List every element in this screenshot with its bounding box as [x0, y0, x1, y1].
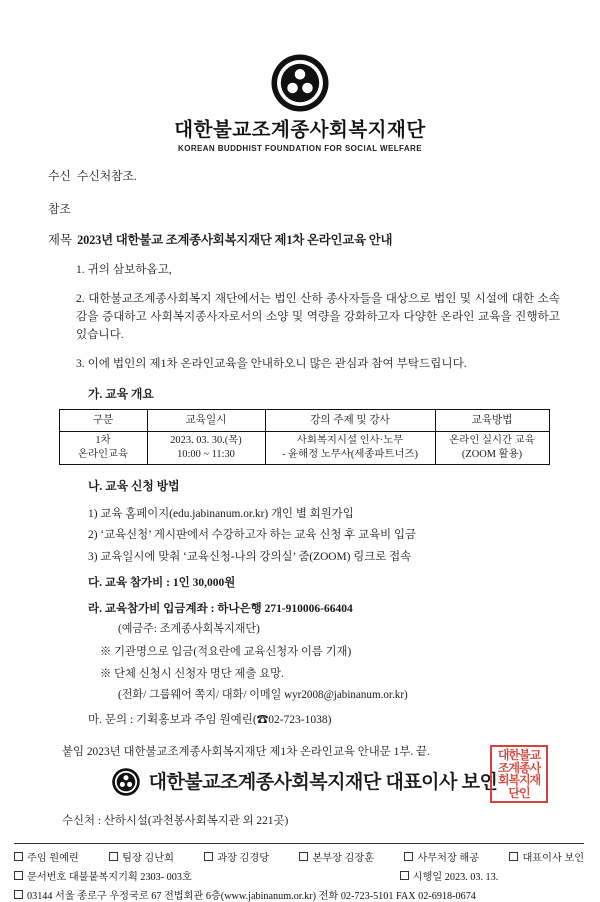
official-seal-stamp	[490, 745, 548, 803]
issue-date: 시행일 2023. 03. 13.	[412, 871, 499, 883]
footer-divider	[14, 843, 584, 844]
section-c-fee: 다. 교육 참가비 : 1인 30,000원	[88, 576, 236, 589]
checkbox-icon	[14, 871, 23, 880]
checkbox-icon	[109, 852, 118, 861]
table-header-cell: 교육방법	[435, 410, 549, 432]
table-cell-datetime	[147, 432, 265, 465]
approval-entry	[109, 849, 174, 864]
note-deposit-name: ※ 기관명으로 입금(적요란에 교육신청자 이름 기재)	[100, 645, 352, 658]
address-entry	[14, 887, 476, 902]
cell-line: 온라인교육	[77, 449, 129, 461]
signature-title: 대한불교조계종사회복지재단 대표이사 보인	[148, 771, 498, 793]
section-d-account-holder: (예금주: 조계종사회복지재단)	[118, 623, 260, 636]
buddhist-wheel-logo-icon	[111, 767, 141, 797]
checkbox-icon	[299, 852, 308, 861]
section-d-account: 라. 교육참가비 입금계좌 : 하나은행 271-910006-66404	[88, 602, 353, 615]
checkbox-icon	[14, 890, 23, 899]
note-contact-channels: (전화/ 그룹웨어 쪽지/ 대화/ 이메일 wyr2008@jabinanum.or.kr)	[118, 688, 408, 701]
approval-entry	[204, 849, 269, 864]
attachment-line: 붙임 2023년 대한불교조계종사회복지재단 제1차 온라인교육 안내문 1부. 끝.	[62, 745, 430, 758]
cell-line: 온라인 실시간 교육	[449, 435, 535, 447]
document-number-entry	[14, 868, 314, 883]
body-item-1: 1. 귀의 삼보하옵고,	[76, 263, 172, 277]
seal-text: 대한불교조계종사회복지재단인	[497, 748, 541, 800]
cell-line: 1차	[95, 435, 111, 447]
table-header-row	[59, 410, 549, 432]
body-item-2: 2. 대한불교조계종사회복지 재단에서는 법인 산하 종사자들을 대상으로 법인 및 시설에 대한 소속감을 증대하고 사회복지종사자로서의 소양 및 역량을 강화하고자 다양한 온라인 교육을 진행하고 있습니다.	[76, 292, 560, 342]
distribution-label: 수신처	[62, 815, 96, 828]
section-a-heading: 가. 교육 개요	[88, 387, 154, 402]
checkbox-icon	[14, 852, 23, 861]
footer-document-row	[14, 868, 584, 883]
recipient-value: 수신처참조.	[76, 169, 137, 184]
recipient-line	[48, 167, 560, 185]
approval-entry	[509, 849, 584, 864]
cc-line	[48, 200, 560, 218]
approval-label: 본부장 김장훈	[312, 852, 375, 864]
note-group-list: ※ 단체 신청시 신청자 명단 제출 요망.	[100, 668, 284, 681]
document-number: 문서번호 대불붙복지기획 2303- 003호	[27, 871, 192, 883]
document-footer	[0, 843, 600, 902]
table-row	[59, 432, 549, 465]
list-item: 1) 교육 홈페이지(edu.jabinanum.or.kr) 개인 별 회원가입	[88, 507, 354, 520]
approval-label: 팀장 김난희	[122, 852, 174, 864]
checkbox-icon	[204, 852, 213, 861]
buddhist-wheel-logo-icon	[269, 52, 331, 114]
list-item: 2) ‘교육신청’ 게시판에서 수강하고자 하는 교육 신청 후 교육비 입금	[88, 529, 416, 542]
approval-label: 사무처장 해공	[417, 852, 480, 864]
org-name-korean: 대한불교조계종사회복지재단	[174, 119, 426, 141]
approval-entry	[404, 849, 479, 864]
subject-label: 제목	[48, 233, 72, 247]
table-header-cell: 구분	[59, 410, 147, 432]
section-b-list	[48, 506, 560, 567]
table-cell-topic	[265, 432, 435, 465]
document-body	[0, 167, 600, 830]
org-name-english: KOREAN BUDDHIST FOUNDATION FOR SOCIAL WELFARE	[178, 144, 422, 154]
subject-value: 2023년 대한불교 조계종사회복지재단 제1차 온라인교육 안내	[77, 233, 393, 247]
section-e-inquiry: 마. 문의 : 기획홍보과 주임 원예린(☎02-723-1038)	[88, 713, 332, 726]
approval-label: 과장 김경당	[217, 852, 270, 864]
checkbox-icon	[404, 852, 413, 861]
checkbox-icon	[509, 852, 518, 861]
letterhead	[0, 0, 600, 153]
distribution-value: : 산하시설(과천봉사회복지관 외 221곳)	[97, 815, 289, 828]
approval-label: 대표이사 보인	[522, 852, 585, 864]
section-b-heading: 나. 교육 신청 방법	[88, 479, 180, 494]
cell-line: (ZOOM 활용)	[461, 449, 523, 461]
issue-date-entry	[400, 868, 499, 883]
cell-line: 사회복지시설 인사·노무	[296, 435, 404, 447]
recipient-label: 수신	[48, 169, 71, 184]
address-text: 03144 서울 종로구 우정국로 67 전법회관 6층(www.jabinanum.or.kr) 전화 02-723-5101 FAX 02-6918-0674	[27, 890, 476, 902]
checkbox-icon	[400, 871, 409, 880]
table-cell-division	[59, 432, 147, 465]
footer-approval-row	[14, 849, 584, 864]
distribution-line	[48, 813, 560, 831]
subject-line	[48, 231, 560, 250]
table-header-cell: 강의 주제 및 강사	[265, 410, 435, 432]
cell-line: - 윤해정 노무사(세종파트너즈)	[281, 449, 419, 461]
table-cell-method	[435, 432, 549, 465]
approval-entry	[299, 849, 374, 864]
approval-label: 주임 원예린	[27, 852, 79, 864]
table-header-cell: 교육일시	[147, 410, 265, 432]
cell-line: 2023. 03. 30.(목)	[170, 435, 242, 447]
cc-label: 참조	[48, 201, 71, 216]
approval-entry	[14, 849, 79, 864]
education-overview-table	[59, 409, 550, 465]
body-item-3: 3. 이에 법인의 제1차 온라인교육을 안내하오니 많은 관심과 참여 부탁드립니다.	[76, 357, 467, 371]
cell-line: 10:00 ~ 11:30	[177, 449, 235, 461]
footer-address-row	[14, 887, 584, 902]
list-item: 3) 교육일시에 맞춰 ‘교육신청-나의 강의실’ 줌(ZOOM) 링크로 접속	[88, 551, 412, 564]
